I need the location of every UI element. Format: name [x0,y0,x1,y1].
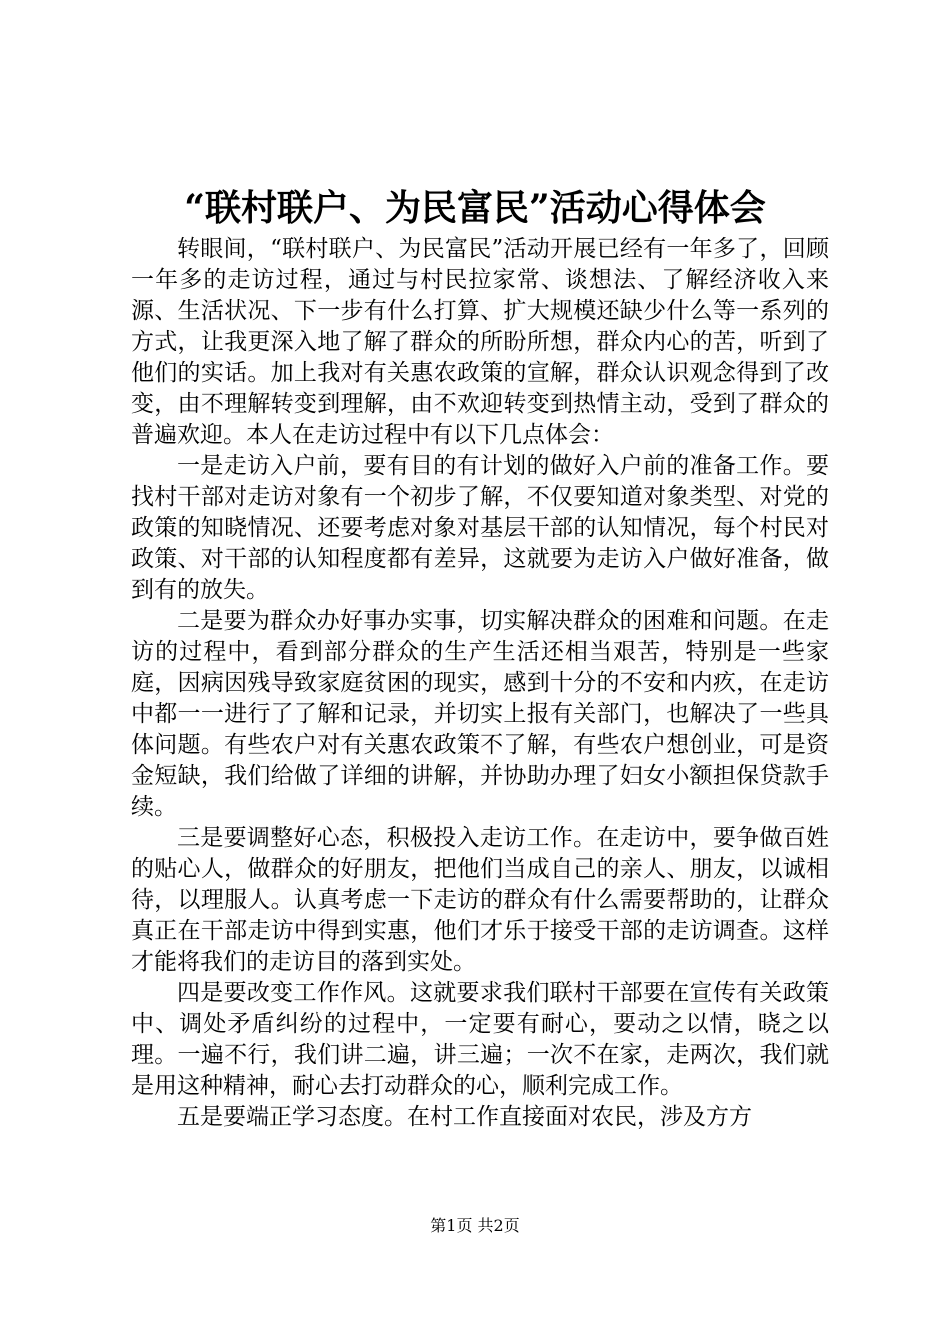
paragraph-point-2: 二是要为群众办好事办实事，切实解决群众的困难和问题。在走访的过程中，看到部分群众的生产生活还相当艰苦，特别是一些家庭，因病因残导致家庭贫困的现实，感到十分的不安和内疚，在走访中都一一进行了了解和记录，并切实上报有关部门，也解决了一些具体问题。有些农户对有关惠农政策不了解，有些农户想创业，可是资金短缺，我们给做了详细的讲解，并协助办理了妇女小额担保贷款手续。 [131,608,829,820]
paragraph-point-1: 一是走访入户前，要有目的有计划的做好入户前的准备工作。要找村干部对走访对象有一个初步了解，不仅要知道对象类型、对党的政策的知晓情况、还要考虑对象对基层干部的认知情况，每个村民对政策、对干部的认知程度都有差异，这就要为走访入户做好准备，做到有的放失。 [131,453,829,603]
paragraph-point-4: 四是要改变工作作风。这就要求我们联村干部要在宣传有关政策中、调处矛盾纠纷的过程中，一定要有耐心，要动之以情，晓之以理。一遍不行，我们讲二遍，讲三遍；一次不在家，走两次，我们就是用这种精神，耐心去打动群众的心，顺利完成工作。 [131,980,829,1099]
document-title: “联村联户、为民富民”活动心得体会 [184,187,766,229]
paragraph-point-5: 五是要端正学习态度。在村工作直接面对农民，涉及方方 [177,1104,752,1130]
page-footer: 第1页 共2页 [430,1216,520,1235]
paragraph-intro: 转眼间，“联村联户、为民富民”活动开展已经有一年多了，回顾一年多的走访过程，通过与村民拉家常、谈想法、了解经济收入来源、生活状况、下一步有什么打算、扩大规模还缺少什么等一系列的方式，让我更深入地了解了群众的所盼所想，群众内心的苦，听到了他们的实话。加上我对有关惠农政策的宣解，群众认识观念得到了改变，由不理解转变到理解，由不欢迎转变到热情主动，受到了群众的普遍欢迎。本人在走访过程中有以下几点体会： [131,236,829,448]
document-body [131,234,829,1133]
paragraph-point-3: 三是要调整好心态，积极投入走访工作。在走访中，要争做百姓的贴心人，做群众的好朋友，把他们当成自己的亲人、朋友，以诚相待，以理服人。认真考虑一下走访的群众有什么需要帮助的，让群众真正在干部走访中得到实惠，他们才乐于接受干部的走访调查。这样才能将我们的走访目的落到实处。 [131,825,829,975]
